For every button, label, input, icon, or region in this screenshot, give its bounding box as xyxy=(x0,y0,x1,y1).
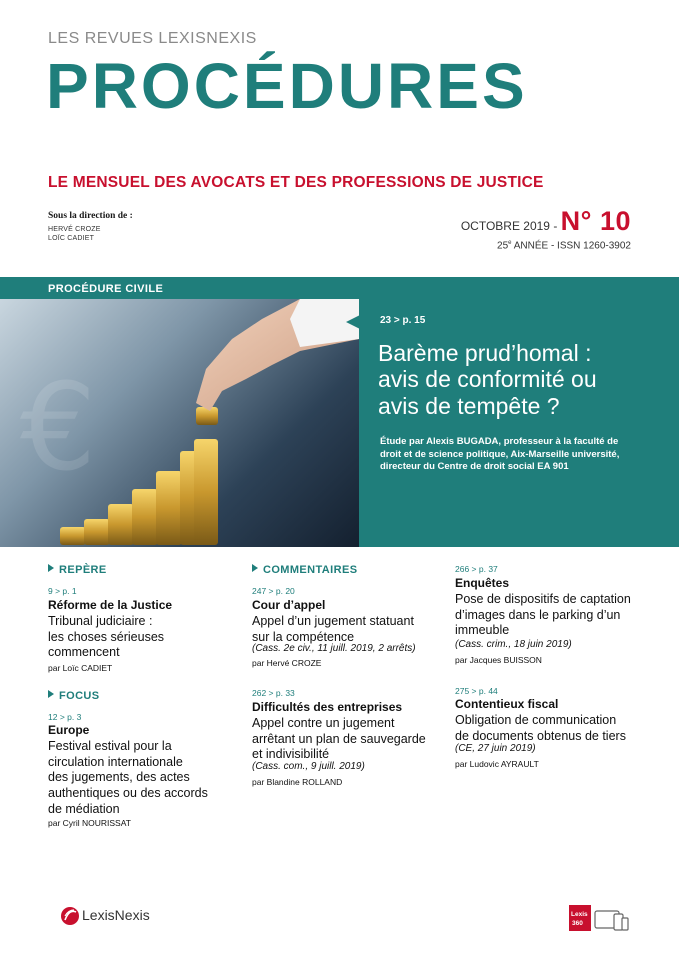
article-body xyxy=(455,592,631,639)
director-name: LOÏC CADIET xyxy=(48,235,95,242)
article-body xyxy=(48,614,164,661)
feature-desc-line: Étude par Alexis BUGADA, professeur à la faculté de xyxy=(380,436,619,447)
tagline: LE MENSUEL DES AVOCATS ET DES PROFESSIONS DE JUSTICE xyxy=(48,174,544,191)
article-line: de médiation xyxy=(48,801,120,816)
article-line: arrêtant un plan de sauvegarde xyxy=(252,731,426,746)
svg-text:360: 360 xyxy=(572,920,583,927)
feature-title-line: avis de tempête ? xyxy=(378,392,560,419)
article-author: par Jacques BUISSON xyxy=(455,655,542,665)
article-ref: 247 > p. 20 xyxy=(252,586,295,596)
feature-notch xyxy=(346,315,360,329)
article-ref: 266 > p. 37 xyxy=(455,564,498,574)
triangle-right-icon xyxy=(252,564,258,572)
feature-title-line: Barème prud’homal : xyxy=(378,340,592,366)
article-author: par Loïc CADIET xyxy=(48,663,113,673)
article-line: sur la compétence xyxy=(252,629,355,644)
director-name: HERVÉ CROZE xyxy=(48,226,101,233)
article-ref: 275 > p. 44 xyxy=(455,686,498,696)
article-line: Festival estival pour la xyxy=(48,739,172,753)
issue-year-issn xyxy=(497,240,631,251)
article-title[interactable]: Réforme de la Justice xyxy=(48,598,173,612)
coins-hand-illustration xyxy=(0,299,359,547)
article-line: commencent xyxy=(48,645,120,660)
svg-text:€: € xyxy=(20,359,97,498)
article-author: par Cyril NOURISSAT xyxy=(48,818,131,828)
triangle-right-icon xyxy=(48,690,54,698)
article-line: Obligation de communication xyxy=(455,713,617,727)
issue-number: N° 10 xyxy=(560,206,631,236)
article-title[interactable]: Europe xyxy=(48,723,90,737)
article-line: Appel d’un jugement statuant xyxy=(252,614,414,628)
article-line: circulation internationale xyxy=(48,754,183,769)
article-citation: (CE, 27 juin 2019) xyxy=(455,743,536,754)
section-head-label: COMMENTAIRES xyxy=(263,564,358,576)
section-head-label: REPÈRE xyxy=(59,564,107,576)
publisher-name: LexisNexis xyxy=(82,907,150,923)
article-ref: 12 > p. 3 xyxy=(48,712,82,722)
article-line: de documents obtenus de tiers xyxy=(455,728,626,743)
series-name: LES REVUES LEXISNEXIS xyxy=(48,30,257,47)
article-line: immeuble xyxy=(455,623,510,638)
lexis360-badge xyxy=(569,905,591,931)
article-line: les choses sérieuses xyxy=(48,629,165,644)
article-line: Pose de dispositifs de captation xyxy=(455,592,631,606)
svg-text:Lexis: Lexis xyxy=(571,911,588,918)
lexisnexis-logo-icon xyxy=(60,906,80,926)
article-title[interactable]: Difficultés des entreprises xyxy=(252,700,403,714)
article-title[interactable]: Enquêtes xyxy=(455,576,510,590)
journal-title: PROCÉDURES xyxy=(46,50,528,122)
feature-title-line: avis de conformité ou xyxy=(378,366,597,393)
article-author: par Ludovic AYRAULT xyxy=(455,759,539,769)
article-ref: 9 > p. 1 xyxy=(48,586,77,596)
issn: ANNÉE - ISSN 1260-3902 xyxy=(511,240,631,252)
article-line: et indivisibilité xyxy=(252,747,330,762)
article-citation: (Cass. crim., 18 juin 2019) xyxy=(455,639,572,650)
section-label: PROCÉDURE CIVILE xyxy=(48,283,164,295)
year-ordinal-suffix: e xyxy=(508,240,512,246)
article-citation: (Cass. 2e civ., 11 juill. 2019, 2 arrêts) xyxy=(252,643,416,654)
feature-desc-line: droit et de science politique, Aix-Marseille université, xyxy=(380,448,620,460)
article-line: d’images dans le parking d’un xyxy=(455,607,621,622)
feature-panel xyxy=(359,299,679,547)
article-ref: 262 > p. 33 xyxy=(252,688,295,698)
feature-ref: 23 > p. 15 xyxy=(380,315,426,326)
article-line: des jugements, des actes xyxy=(48,770,190,785)
devices-icon xyxy=(594,910,630,932)
article-citation: (Cass. com., 9 juill. 2019) xyxy=(252,761,365,772)
article-body xyxy=(252,716,426,763)
issue-info xyxy=(461,206,631,237)
article-line: Tribunal judiciaire : xyxy=(48,614,153,628)
triangle-right-icon xyxy=(48,564,54,572)
article-title[interactable]: Cour d’appel xyxy=(252,598,326,612)
feature-title[interactable] xyxy=(378,340,658,419)
article-body xyxy=(48,739,208,817)
section-head-repere xyxy=(48,564,107,576)
section-head-label: FOCUS xyxy=(59,690,100,702)
feature-desc-line: directeur du Centre de droit social EA 901 xyxy=(380,461,569,473)
cover-photo xyxy=(0,299,359,547)
article-body xyxy=(455,713,626,744)
year-ordinal: 25 xyxy=(497,240,509,252)
article-author: par Hervé CROZE xyxy=(252,658,322,668)
article-line: Appel contre un jugement xyxy=(252,716,395,730)
feature-description xyxy=(380,436,650,474)
article-title[interactable]: Contentieux fiscal xyxy=(455,697,559,711)
article-line: authentiques ou des accords xyxy=(48,785,208,800)
direction-label: Sous la direction de : xyxy=(48,211,133,221)
article-body xyxy=(252,614,414,645)
section-head-commentaires xyxy=(252,564,357,576)
issue-date: OCTOBRE 2019 - xyxy=(460,219,561,233)
section-head-focus xyxy=(48,690,100,702)
article-author: par Blandine ROLLAND xyxy=(252,777,343,787)
